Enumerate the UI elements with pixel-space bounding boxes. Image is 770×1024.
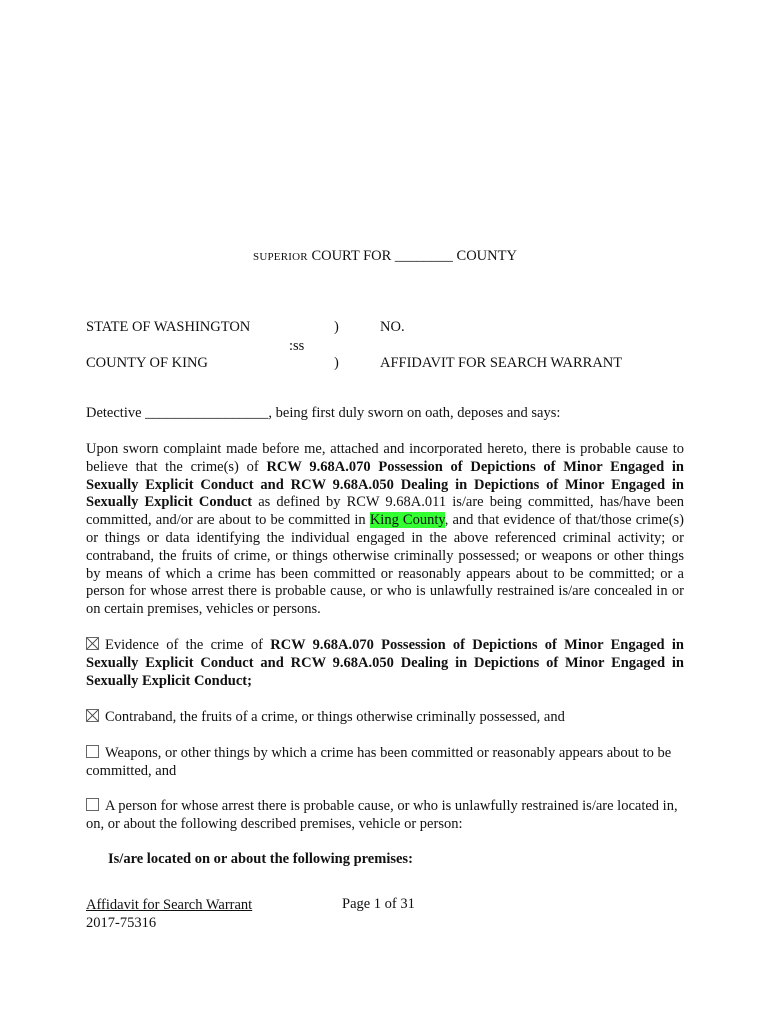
highlighted-county: King County — [369, 512, 445, 529]
caption-county: COUNTY OF KING — [86, 355, 208, 371]
item-weapons — [86, 745, 684, 781]
para-text-3: , and that evidence of that/those crime(s) or things or data identifying the individual engaged in the above referenced criminal activity; or contraband, the fruits of crime, or things otherwise criminally possessed; or weapons or other things by means of which a crime has been committed or reasonably appears about to be committed; or a person for whose arrest there is probable cause, or who is unlawfully restrained is/are concealed in or on certain premises, vehicles or persons. — [86, 512, 685, 618]
caption-paren-1: ) — [334, 319, 339, 335]
court-title-superior: SUPERIOR — [253, 251, 308, 263]
item-evidence-bold: RCW 9.68A.070 Possession of Depictions of Minor Engaged in Sexually Explicit Conduct and RCW 9.68A.050 Dealing in Depictions of Minor Engaged in Sexually Explicit Conduct; — [86, 637, 684, 689]
contraband-checkbox[interactable] — [86, 709, 99, 722]
item-evidence — [86, 637, 684, 690]
case-number-label: NO. — [380, 319, 405, 335]
item-person — [86, 798, 684, 834]
caption-state: STATE OF WASHINGTON — [86, 319, 251, 335]
document-type: AFFIDAVIT FOR SEARCH WARRANT — [380, 355, 623, 371]
item-contraband-text: Contraband, the fruits of a crime, or things otherwise criminally possessed, and — [105, 709, 565, 725]
caption-ss: :ss — [289, 338, 305, 354]
intro-line: Detective _________________, being first duly sworn on oath, deposes and says: — [86, 405, 561, 421]
para-crimes-bold: RCW 9.68A.070 Possession of Depictions of Minor Engaged in Sexually Explicit Conduct and RCW 9.68A.050 Dealing in Depictions of Minor Engaged in Sexually Explicit Conduct — [86, 458, 684, 511]
probable-cause-paragraph — [86, 441, 684, 619]
caption-paren-2: ) — [334, 355, 339, 371]
person-checkbox[interactable] — [86, 798, 99, 811]
weapons-checkbox[interactable] — [86, 745, 99, 758]
item-weapons-text: Weapons, or other things by which a crime has been committed or reasonably appears about to be committed, and — [86, 745, 672, 779]
court-title — [0, 248, 770, 265]
footer-case-number: 2017-75316 — [86, 915, 157, 931]
para-text-1: Upon sworn complaint made before me, attached and incorporated hereto, there is probable cause to believe that the crime(s) of — [86, 441, 684, 475]
evidence-checkbox[interactable] — [86, 637, 99, 650]
premises-heading: Is/are located on or about the following premises: — [108, 851, 413, 867]
footer-page-number: Page 1 of 31 — [342, 896, 415, 912]
item-person-text: A person for whose arrest there is probable cause, or who is unlawfully restrained is/are located in, on, or about the following described premises, vehicle or person: — [86, 798, 678, 832]
footer-doc-name: Affidavit for Search Warrant — [86, 897, 253, 913]
item-evidence-text: Evidence of the crime of — [105, 637, 271, 653]
item-contraband — [86, 709, 684, 727]
court-title-rest: COURT FOR ________ COUNTY — [307, 248, 517, 264]
footer-left — [86, 896, 252, 932]
para-text-2: as defined by RCW 9.68A.011 is/are being committed, has/have been committed, and/or are about to be committed in — [86, 494, 684, 529]
